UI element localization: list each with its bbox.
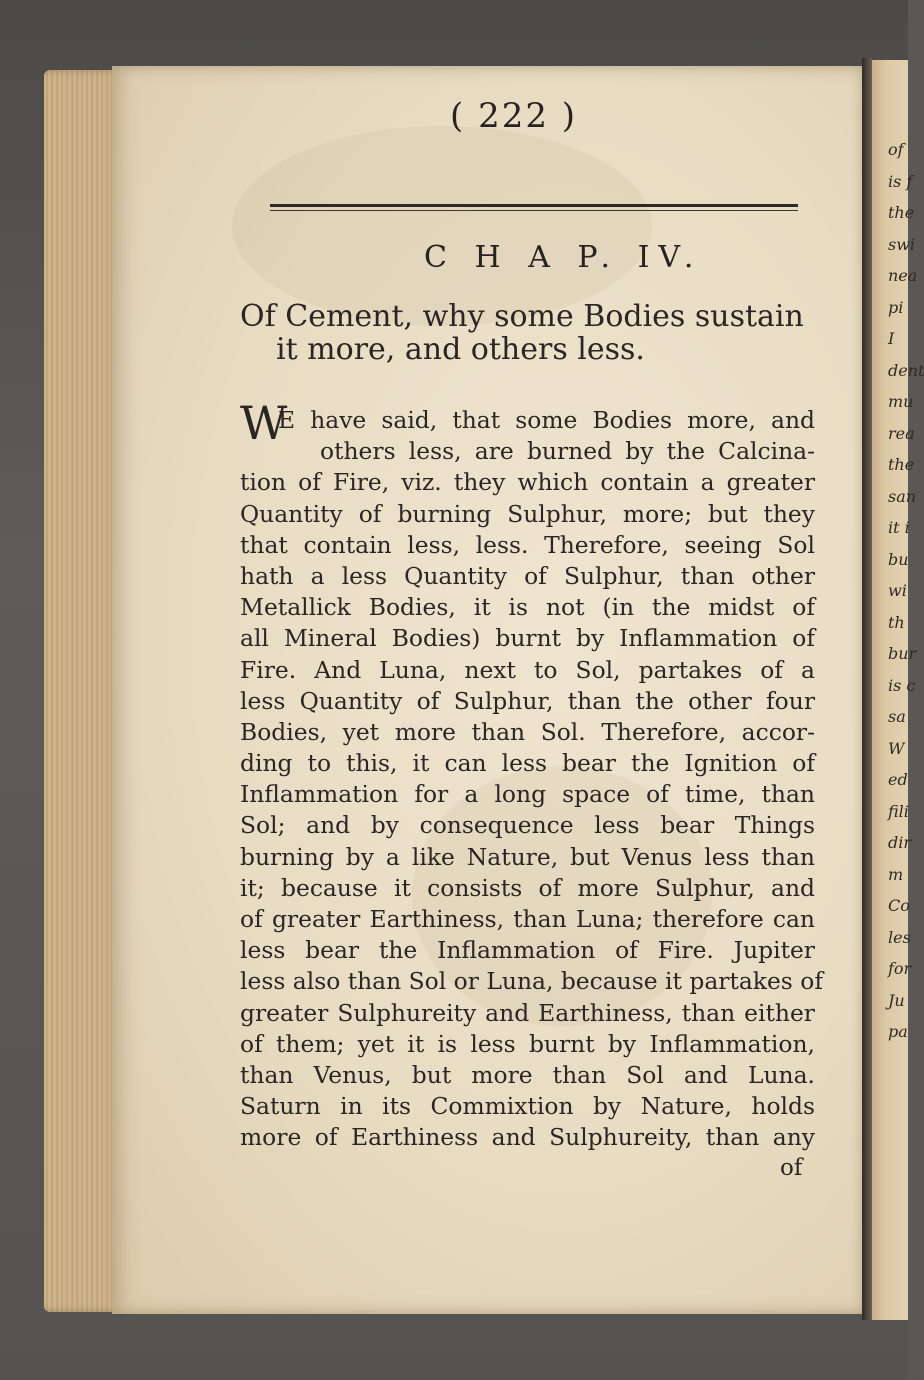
facing-page-fragment: I [888,329,895,348]
body-line: Bodies, yet more than Sol. Therefore, accor- [240,717,815,746]
chapter-title-line-2: it more, and others less. [276,332,645,367]
body-line: tion of Fire, viz. they which contain a greater [240,468,815,497]
body-line: less bear the Inflammation of Fire. Jupiter [240,936,815,965]
facing-page-fragment: wi [888,581,907,600]
body-line: others less, are burned by the Calcina- [320,437,815,466]
facing-page-fragment: fili [888,801,909,821]
catchword: of [780,1155,803,1181]
facing-page-fragment: swi [888,234,916,254]
chapter-title [240,300,820,366]
body-line: less also than Sol or Luna, because it partakes of [240,967,823,996]
facing-page-fragment: m [888,864,904,884]
body-line: Metallick Bodies, it is not (in the midst of [240,593,815,622]
body-line: that contain less, less. Therefore, seeing Sol [240,530,815,559]
facing-page-fragment: Ju [888,990,905,1010]
body-line: hath a less Quantity of Sulphur, than other [240,561,815,590]
facing-page-fragment: mu [888,392,914,411]
facing-page-fragment: bu [888,549,909,569]
facing-page-fragment: san [888,486,917,506]
chapter-title-line-1: Of Cement, why some Bodies sustain [240,299,804,334]
facing-page-fragment: bur [888,644,917,663]
facing-page-fragment: pa [888,1022,908,1041]
facing-page-fragment: W [888,738,905,758]
facing-page-fragment: is f [888,171,913,191]
facing-page-fragment: the [888,203,915,222]
facing-page-fragment: sa [888,707,906,726]
facing-page-fragment: it i [888,518,910,537]
facing-page-fragment: for [888,959,912,978]
body-line: all Mineral Bodies) burnt by Inflammation of [240,624,815,653]
body-line: of them; yet it is less burnt by Inflammation, [240,1029,815,1058]
body-line: of greater Earthiness, than Luna; therefore can [240,905,815,933]
facing-page-fragment: th [888,612,905,632]
body-line: less Quantity of Sulphur, than the other four [240,686,815,715]
body-paragraph [240,405,823,1154]
body-line: Sol; and by consequence less bear Things [240,811,815,840]
facing-page-fragment: dir [888,833,912,852]
facing-page-fragment: is c [888,675,916,695]
page-number: ( 222 ) [450,96,578,136]
facing-page-fragment: Co [888,896,910,915]
facing-page-fragment: dent [888,360,924,380]
facing-page-edge [872,60,924,1320]
body-line: more of Earthiness and Sulphureity, than any [240,1123,815,1152]
header-rule-thin [270,210,798,211]
chapter-heading: C H A P. IV. [424,240,703,275]
header-rule [270,204,798,207]
body-line: Quantity of burning Sulphur, more; but they [240,499,815,528]
facing-page-fragment: les [888,927,911,947]
body-line: than Venus, but more than Sol and Luna. [240,1060,815,1089]
facing-page-fragment: rea [888,423,915,443]
facing-page-fragment: ed [888,770,908,789]
body-line: greater Sulphureity and Earthiness, than either [240,998,815,1027]
facing-page-fragment: nea [888,266,918,285]
body-line: burning by a like Nature, but Venus less than [240,842,815,871]
body-line: E have said, that some Bodies more, and [278,406,815,434]
facing-page-fragment: of [888,140,904,159]
body-line: Saturn in its Commixtion by Nature, holds [240,1092,815,1121]
bleed-through-stain [232,126,652,326]
facing-page-fragment: pi [888,297,904,317]
drop-cap: W [240,396,288,450]
facing-page-fragment: the [888,455,915,474]
book-gutter [862,58,872,1320]
body-line: it; because it consists of more Sulphur, and [240,873,815,902]
body-line: Inflammation for a long space of time, than [240,780,815,809]
body-line: ding to this, it can less bear the Ignition of [240,749,815,778]
body-line: Fire. And Luna, next to Sol, partakes of a [240,655,815,684]
